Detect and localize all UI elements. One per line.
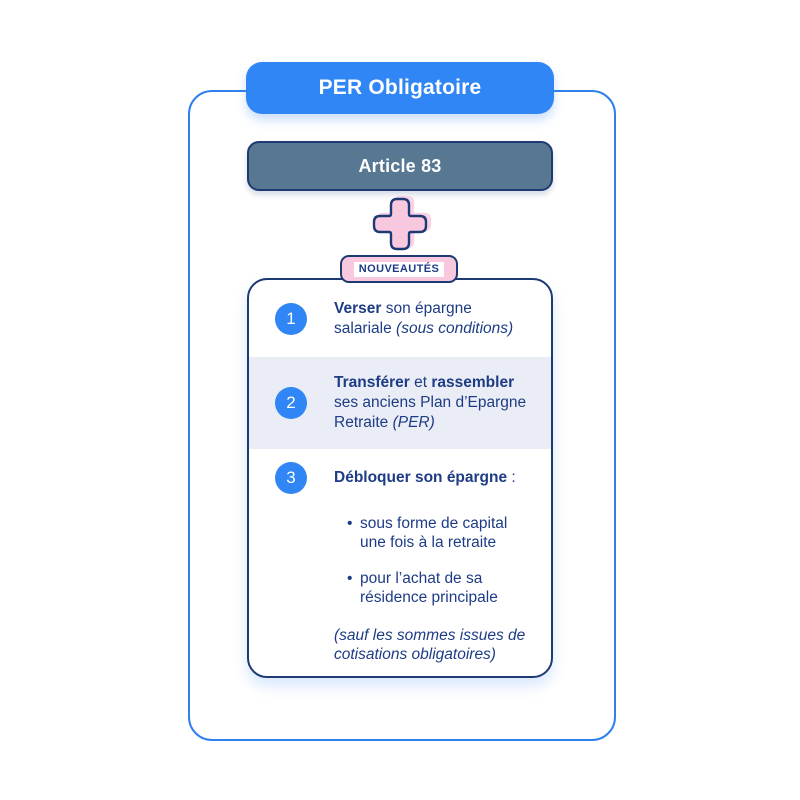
item-1-normal: son épargne salariale (334, 299, 472, 337)
item-3-content (334, 462, 544, 664)
bullet-item-1 (347, 514, 537, 552)
item-text-2 (334, 373, 531, 433)
bullet-text-1: sous forme de capital une fois à la retraite (360, 515, 508, 551)
badge-label: NOUVEAUTÉS (354, 262, 444, 277)
list-item-2 (249, 357, 551, 449)
plus-icon (371, 196, 429, 252)
item-2-normal-1: et (409, 374, 432, 391)
list-item-1 (249, 280, 551, 357)
note-text: (sauf les sommes issues de cotisations obligatoires) (334, 627, 526, 663)
bullet-item-2 (347, 569, 537, 607)
features-card (247, 278, 553, 678)
item-1-bold: Verser (334, 299, 382, 317)
item-1-italic: (sous conditions) (396, 319, 514, 337)
number-badge-1: 1 (275, 303, 307, 335)
item-2-normal-2: ses anciens Plan d’Epargne Retraite (334, 394, 527, 431)
item-3-bold: Débloquer son épargne (334, 469, 508, 486)
item-3-colon: : (507, 469, 516, 486)
nouveautes-badge (340, 255, 458, 283)
item-2-bold-1: Transférer (334, 374, 410, 391)
bullet-list (334, 514, 544, 607)
number-badge-2: 2 (275, 387, 307, 419)
item-text-1 (334, 299, 531, 339)
article-83-box: Article 83 (247, 141, 553, 191)
page-title: PER Obligatoire (246, 62, 554, 114)
item-3-heading (334, 462, 544, 494)
list-item-3 (249, 449, 551, 678)
bullet-text-2: pour l’achat de sa résidence principale (360, 570, 498, 606)
number-badge-3: 3 (275, 462, 307, 494)
item-2-bold-2: rassembler (431, 374, 515, 391)
bullet-dot-icon: • (347, 515, 353, 532)
item-2-italic: (PER) (392, 414, 435, 431)
bullet-dot-icon: • (347, 570, 353, 587)
